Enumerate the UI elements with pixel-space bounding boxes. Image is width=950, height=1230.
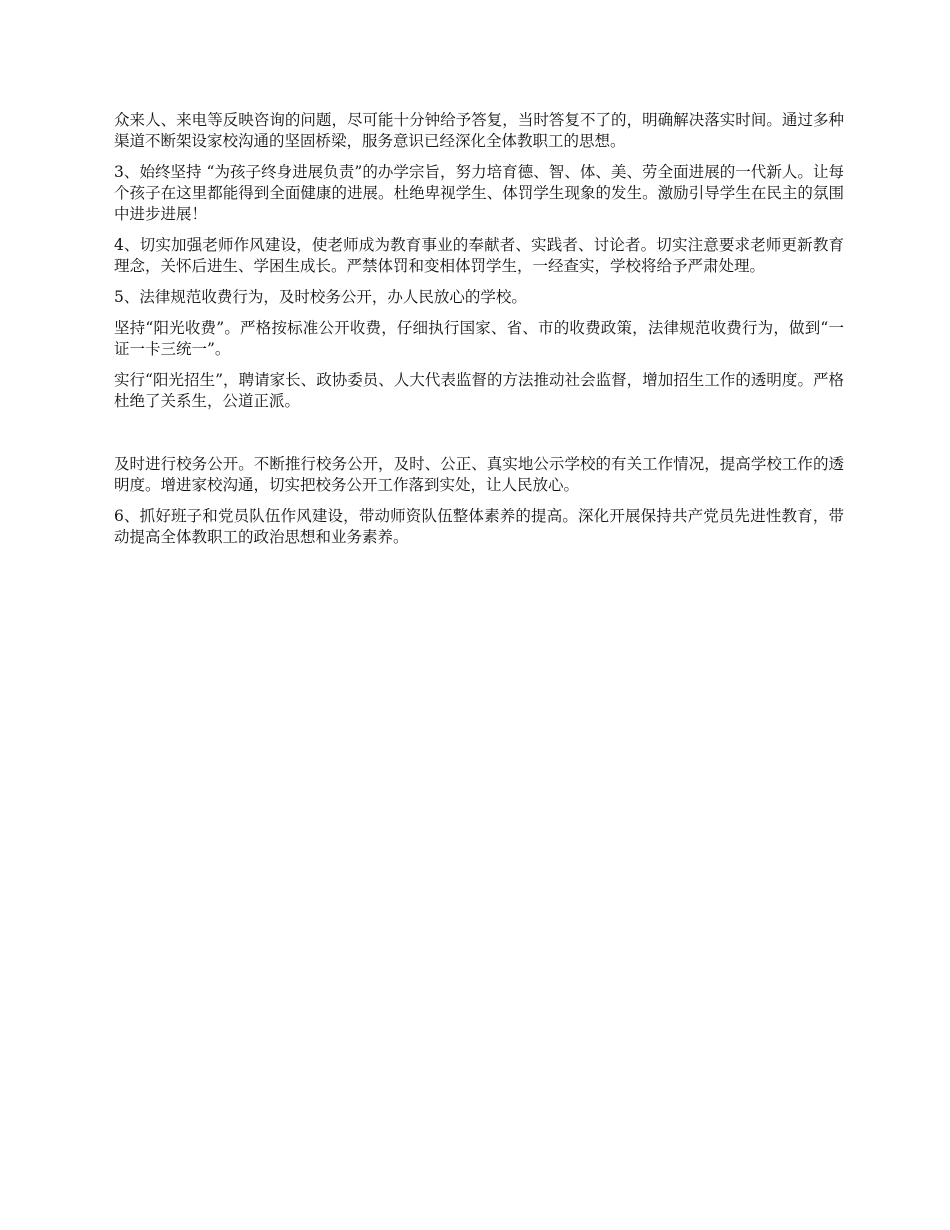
- blank-gap: [114, 422, 844, 454]
- paragraph-affairs-disclosure: 及时进行校务公开。不断推行校务公开，及时、公正、真实地公示学校的有关工作情况，提高学校工作的透明度。增进家校沟通，切实把校务公开工作落到实处，让人民放心。: [114, 455, 844, 494]
- paragraph-item-4: 4、切实加强老师作风建设，使老师成为教育事业的奉献者、实践者、讨论者。切实注意要求老师更新教育理念，关怀后进生、学困生成长。严禁体罚和变相体罚学生，一经查实，学校将给予严肃处理。: [114, 236, 844, 275]
- paragraph-item-6: 6、抓好班子和党员队伍作风建设，带动师资队伍整体素养的提高。深化开展保持共产党员先进性教育，带动提高全体教职工的政治思想和业务素养。: [114, 507, 844, 546]
- paragraph-service-response: 众来人、来电等反映咨询的问题，尽可能十分钟给予答复，当时答复不了的，明确解决落实时间。通过多种渠道不断架设家校沟通的坚固桥梁，服务意识已经深化全体教职工的思想。: [114, 111, 844, 150]
- paragraph-sunshine-enrollment: 实行“阳光招生”，聘请家长、政协委员、人大代表监督的方法推动社会监督，增加招生工作的透明度。严格杜绝了关系生，公道正派。: [114, 371, 844, 410]
- paragraph-sunshine-fees: 坚持“阳光收费”。严格按标准公开收费，仔细执行国家、省、市的收费政策，法律规范收费行为，做到“一证一卡三统一”。: [114, 319, 844, 358]
- paragraph-item-5: 5、法律规范收费行为，及时校务公开，办人民放心的学校。: [114, 288, 527, 306]
- paragraph-item-3: 3、始终坚持 “为孩子终身进展负责”的办学宗旨，努力培育德、智、体、美、劳全面进展的一代新人。让每个孩子在这里都能得到全面健康的进展。杜绝卑视学生、体罚学生现象的发生。激励引导学生在民主的氛围中进步进展！: [114, 163, 844, 223]
- document-page: [114, 110, 844, 558]
